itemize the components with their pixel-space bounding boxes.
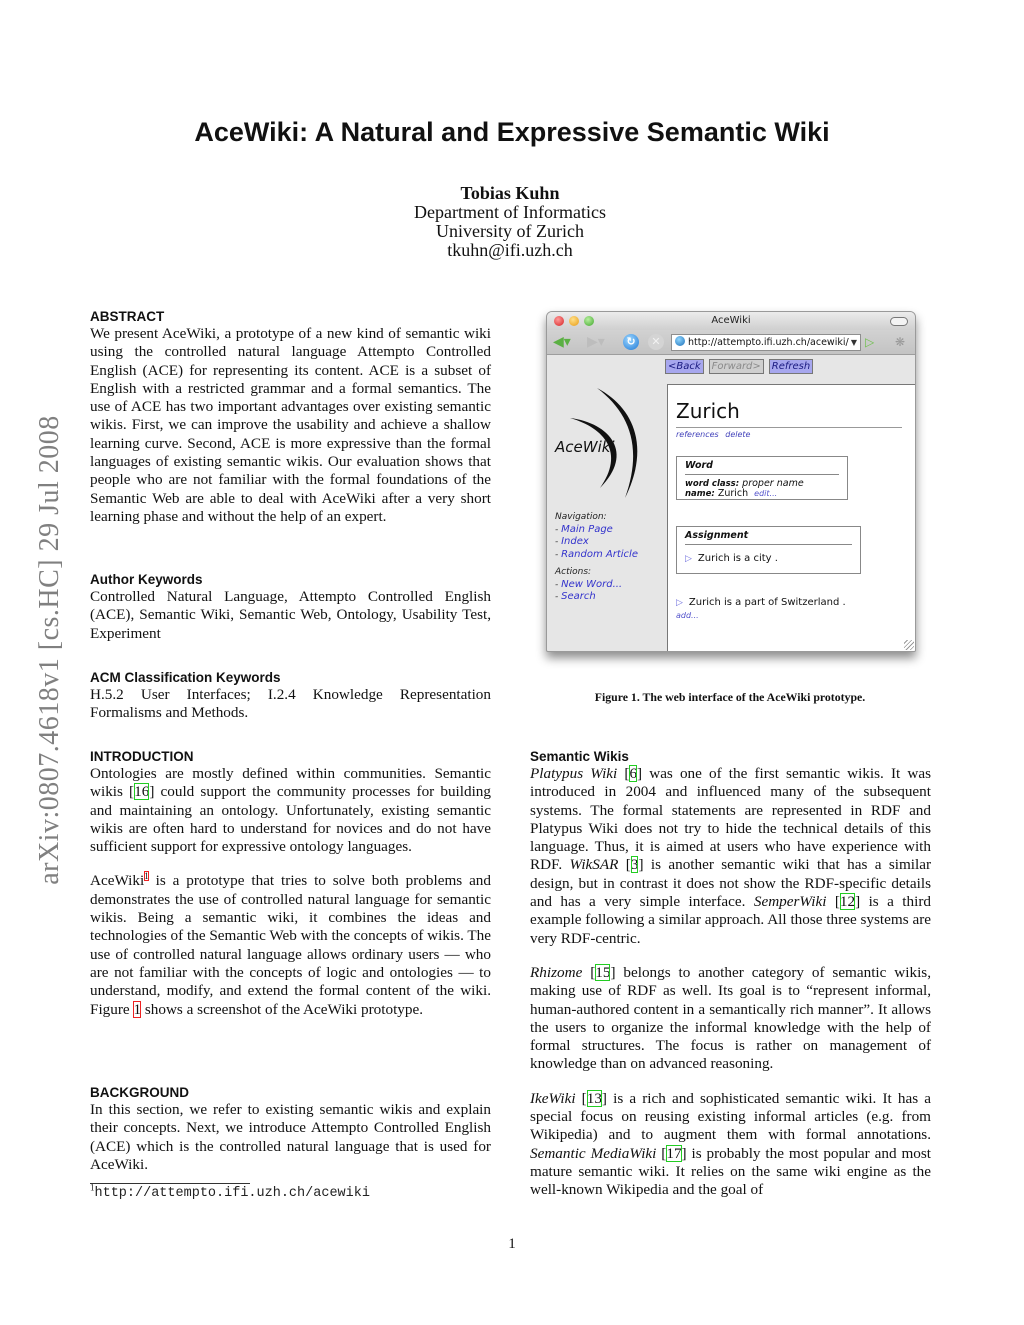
text-run: ] was one of the first semantic wikis. It was introduced in 2004 and influenced many of the subsequent systems. The formal statements are represented in RDF and Platypus Wiki does not try to hide the technical details of this language. Thus, it is aimed at users who have experience with RDF. [530, 765, 931, 874]
text-run: [ [826, 893, 840, 911]
system-name: Platypus Wiki [530, 765, 618, 782]
article-pane [667, 384, 915, 651]
text-run: is a prototype that tries to solve both problems and demonstrates the use of controlled natural language for semantic wikis. Being a semantic wiki, it combines the ideas and technologies of the Semantic Web with the concepts of wikis. The use of controlled natural language allows ordinary users — who are not familiar with the concepts of logic and ontologies — to understand, modify, and extend the formal content of the wiki. Figure [90, 872, 492, 1018]
reload-icon[interactable]: ↻ [623, 334, 639, 350]
word-class-label: word class: [685, 479, 740, 489]
text-run: ] could support the community processes for building and maintaining an ontology. Unfortunately, existing semantic wikis are often hard to understand for novices and do not have sufficient support for expressive ontology languages. [90, 783, 491, 856]
go-icon[interactable]: ▷ [865, 335, 875, 349]
semantic-wikis-paragraph-3 [530, 1090, 931, 1200]
nav-link[interactable]: Main Page [561, 523, 613, 535]
wiki-refresh-button[interactable]: Refresh [769, 359, 813, 374]
citation-link[interactable]: 13 [586, 1089, 602, 1107]
nav-link[interactable]: Random Article [561, 548, 638, 560]
actions-label: Actions: [555, 567, 592, 577]
abstract-section [90, 308, 491, 526]
word-box-title: Word [685, 460, 713, 471]
article-title-divider [676, 427, 902, 428]
author-keywords-section [90, 571, 491, 643]
acm-keywords-section [90, 669, 491, 723]
text-run: [ [575, 1089, 587, 1107]
text-run: ] is another semantic wiki that has a similar design, but in contrast it does not show the RDF-specific details and has a very simple interface. [530, 856, 931, 911]
wiki-back-button[interactable]: <Back [665, 359, 704, 374]
nav-item-random-article[interactable]: - Random Article [555, 548, 638, 560]
author-name: Tobias Kuhn [460, 183, 560, 203]
footnote-mark: 1 [90, 1182, 95, 1193]
text-run: ] is probably the most popular and most mature semantic wiki. It relies on the same wiki engine as the well-known Wikipedia and the goal of [530, 1144, 931, 1199]
text-run: shows a screenshot of the AceWiki prototype. [141, 1000, 424, 1018]
assignment-sentence[interactable] [685, 553, 778, 564]
url-dropdown-icon[interactable]: ▼ [850, 338, 857, 347]
introduction-heading: INTRODUCTION [90, 749, 194, 764]
background-section [90, 1084, 491, 1174]
url-text: http://attempto.ifi.uzh.ch/acewiki/ [688, 337, 849, 348]
globe-icon [675, 336, 685, 346]
citation-link[interactable]: 3 [630, 856, 639, 874]
logo-text: AceWiki [555, 438, 615, 456]
text-run: [ [618, 856, 631, 874]
action-link[interactable]: Search [561, 591, 596, 602]
assignment-box-title: Assignment [685, 530, 749, 541]
figure-link[interactable]: 1 [133, 1000, 142, 1018]
paper-title: AceWiki: A Natural and Expressive Semantic Wiki [194, 117, 830, 147]
system-name: Rhizome [530, 963, 583, 981]
footnote-divider [90, 1183, 250, 1184]
resize-grip-icon[interactable] [904, 640, 914, 650]
text-run: ] is a rich and sophisticated semantic wiki. It has a special focus on reusing existing informal articles (e.g. from Wikipedia) and to augment them with formal annotations. [530, 1089, 931, 1144]
abstract-text: We present AceWiki, a prototype of a new kind of semantic wiki using the controlled natural language Attempto Controlled English (ACE) for representing its content. ACE is a subset of English with a restricted grammar and a formal semantics. The use of ACE has two important advantages over existing semantic wikis. First, we can improve the usability and achieve a shallow learning curve. Second, ACE is more expressive than the formal languages of existing semantic wikis. Our evaluation shows that people who are not familiar with the formal foundations of the Semantic Web are able to deal with AceWiki after a very short learning phase and without the help of an expert. [90, 325, 491, 525]
arxiv-stamp: arXiv:0807.4618v1 [cs.HC] 29 Jul 2008 [34, 415, 65, 885]
introduction-paragraph-2 [90, 872, 491, 1018]
acm-keywords-heading: ACM Classification Keywords [90, 670, 281, 685]
semantic-wikis-paragraph-1 [530, 765, 931, 948]
semantic-wikis-paragraph-2 [530, 964, 931, 1074]
action-item-new-word[interactable]: - New Word... [555, 578, 623, 590]
system-name: Semantic MediaWiki [530, 1144, 657, 1162]
stop-icon[interactable]: ✕ [648, 334, 664, 350]
delete-link[interactable]: delete [725, 430, 751, 439]
wiki-forward-button[interactable]: Forward> [709, 359, 764, 374]
author-block [0, 184, 1020, 260]
references-link[interactable]: references [676, 430, 719, 439]
acewiki-logo[interactable] [555, 388, 665, 508]
text-run: ] is a third example following a similar approach. All those three systems are very RDF-centric. [530, 893, 931, 947]
wiki-nav-buttons [665, 359, 813, 374]
action-link[interactable]: New Word... [561, 578, 623, 590]
author-department: Department of Informatics [414, 202, 606, 222]
citation-link[interactable]: 6 [629, 765, 638, 782]
sentence-menu-triangle-icon[interactable]: ▷ [676, 598, 683, 608]
text-run: AceWiki [90, 872, 145, 890]
author-email[interactable]: tkuhn@ifi.uzh.ch [447, 240, 573, 260]
forward-arrow-icon[interactable]: ▶▾ [587, 334, 605, 350]
system-name: WikSAR [569, 856, 619, 874]
text-run: ] belongs to another category of semantic wikis, making use of RDF as well. Its goal is to “represent informal, human-authored content in a semantically rich manner”. It allows the users to organize the informal knowledge with the help of formal structures. The focus is rather on management of knowledge than on advanced reasoning. [530, 963, 931, 1073]
footnote-link[interactable]: 1 [144, 871, 149, 882]
footnote-url[interactable]: http://attempto.ifi.uzh.ch/acewiki [94, 1186, 370, 1201]
figure-caption: Figure 1. The web interface of the AceWiki prototype. [594, 690, 866, 704]
semantic-wikis-heading: Semantic Wikis [530, 749, 629, 764]
window-title: AceWiki [711, 315, 751, 326]
nav-link[interactable]: Index [561, 536, 589, 547]
sentence-text: Zurich is a city . [697, 553, 778, 564]
citation-link[interactable]: 15 [595, 963, 611, 981]
author-keywords-heading: Author Keywords [90, 572, 203, 587]
back-arrow-icon[interactable]: ◀▾ [553, 334, 571, 350]
system-name: SemperWiki [753, 893, 827, 911]
citation-link[interactable]: 16 [134, 783, 150, 801]
footnote [90, 1182, 370, 1201]
add-sentence-link[interactable]: add... [676, 611, 699, 620]
actions-group [555, 566, 638, 604]
acm-keywords-text: H.5.2 User Interfaces; I.2.4 Knowledge Representation Formalisms and Methods. [90, 686, 491, 722]
author-keywords-text: Controlled Natural Language, Attempto Controlled English (ACE), Semantic Wiki, Semantic Web, Ontology, Usability Test, Experiment [90, 588, 491, 642]
text-run: [ [582, 963, 596, 981]
introduction-paragraph-1 [90, 765, 491, 856]
wiki-content [547, 356, 915, 651]
word-box [676, 456, 848, 500]
sentence-menu-triangle-icon[interactable]: ▷ [685, 554, 692, 564]
browser-toolbar [547, 330, 915, 355]
semantic-wikis-section [530, 748, 931, 1200]
citation-link[interactable]: 17 [666, 1144, 682, 1162]
navigation-group [555, 511, 638, 561]
nav-item-main-page[interactable]: - Main Page [555, 523, 613, 535]
edit-link[interactable]: edit... [754, 489, 778, 498]
text-run: [ [617, 765, 630, 782]
word-class-value: proper name [742, 478, 804, 489]
url-input[interactable] [671, 334, 861, 351]
navigation-label: Navigation: [555, 512, 607, 522]
figure-browser-window [546, 311, 916, 652]
loading-spinner-icon: ❋ [895, 335, 906, 349]
article-sentence[interactable] [676, 597, 846, 608]
article-links [676, 430, 750, 439]
name-value: Zurich [717, 488, 749, 499]
background-text: In this section, we refer to existing semantic wikis and explain their concepts. Next, we introduce Attempto Controlled English (ACE) which is the controlled natural language that is used for AceWiki. [90, 1101, 491, 1173]
action-item-search[interactable]: - Search [555, 591, 596, 602]
author-university: University of Zurich [436, 221, 584, 241]
system-name: IkeWiki [530, 1089, 576, 1107]
introduction-section [90, 748, 491, 1019]
text-run: [ [656, 1144, 667, 1162]
article-title: Zurich [676, 399, 740, 423]
word-box-divider [685, 474, 839, 475]
abstract-heading: ABSTRACT [90, 309, 165, 324]
toolbar-toggle-icon[interactable] [890, 317, 908, 326]
sentence-text: Zurich is a part of Switzerland . [688, 597, 846, 608]
window-titlebar [547, 312, 915, 330]
citation-link[interactable]: 12 [839, 893, 856, 911]
name-row [685, 488, 777, 499]
background-heading: BACKGROUND [90, 1085, 189, 1100]
text-run: Ontologies are mostly defined within communities. Semantic wikis [ [90, 765, 491, 801]
assignment-box-divider [685, 544, 852, 545]
nav-item-index[interactable]: - Index [555, 536, 589, 547]
wiki-sidebar [555, 511, 638, 609]
assignment-box [676, 526, 861, 574]
name-label: name: [685, 489, 715, 499]
page-number: 1 [508, 1236, 516, 1252]
